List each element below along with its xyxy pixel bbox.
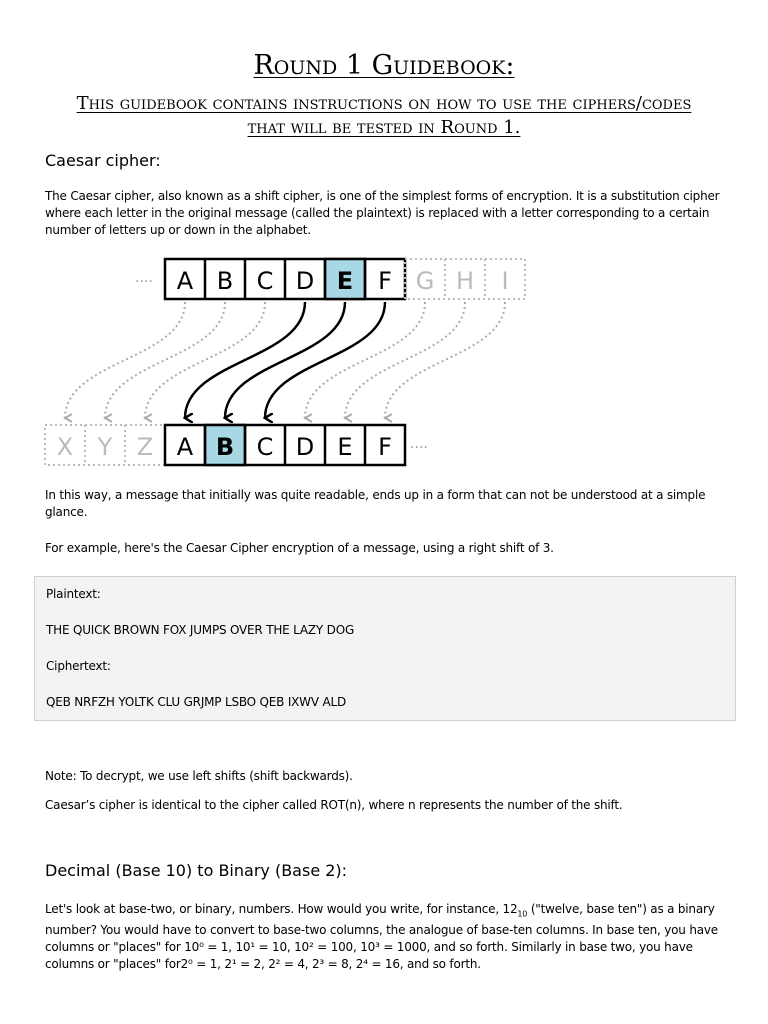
binary-line-1: Let's look at base-two, or binary, numbers. How would you write, for instance, $12_{10}$ ("twelve, base ten") as a binary [45,902,715,919]
caesar-heading: Caesar cipher: [45,151,161,170]
caesar-shift-diagram [40,250,540,475]
bottom-ellipsis: ···· [410,440,428,456]
top-faded-i: I [501,267,509,295]
plaintext-label: Plaintext: [46,587,101,601]
bottom-letter-f: F [378,433,392,461]
top-letter-d: D [295,267,315,295]
bottom-faded-z: Z [136,433,154,461]
page-subtitle: This guidebook contains instructions on how to use the ciphers/codes that will be tested in Round 1. [76,93,692,138]
example-intro: For example, here's the Caesar Cipher encryption of a message, using a right shift of 3. [45,541,554,555]
bottom-faded-x: X [56,433,74,461]
top-letter-b: B [216,267,234,295]
bottom-letter-b: B [215,433,235,461]
caesar-intro: The Caesar cipher, also known as a shift cipher, is one of the simplest forms of encryption. It is a substitution cipher where each letter in the original message (called the plaintext) is replaced with a letter corresponding to a certain number of letters up or down in the alphabet. [45,189,720,237]
top-letter-f: F [378,267,392,295]
binary-line-4: columns or "places" for2⁰ = 1, 2¹ = 2, 2² = 4, 2³ = 8, 2⁴ = 16, and so forth. [45,957,481,972]
plaintext-value: THE QUICK BROWN FOX JUMPS OVER THE LAZY DOG [46,623,355,637]
top-ellipsis: ···· [135,274,153,290]
top-row [165,259,525,299]
ciphertext-value: QEB NRFZH YOLTK CLU GRJMP LSBO QEB IXWV ALD [46,695,347,709]
rot-note: Caesar’s cipher is identical to the cipher called ROT(n), where n represents the number of the shift. [45,798,623,812]
example-box [34,576,736,721]
binary-heading: Decimal (Base 10) to Binary (Base 2): [45,861,348,880]
page-title: Round 1 Guidebook: [253,50,515,81]
bottom-letter-d: D [295,433,315,461]
bottom-letter-e: E [337,433,353,461]
top-letter-c: C [256,267,274,295]
binary-paragraph [45,901,735,973]
bottom-faded-y: Y [97,433,113,461]
binary-line-2: number? You would have to convert to base-two columns, the analogue of base-ten columns. In base ten, you have [45,923,718,938]
top-faded-h: H [455,267,475,295]
top-letter-e: E [336,267,354,295]
top-faded-g: G [415,267,435,295]
bottom-letter-a: A [176,433,194,461]
bottom-letter-c: C [256,433,274,461]
black-shift-arrows [185,302,385,418]
after-diagram-text: In this way, a message that initially was quite readable, ends up in a form that can not be understood at a simple glance. [45,488,706,519]
top-letter-a: A [176,267,194,295]
bottom-row [45,425,428,465]
decrypt-note: Note: To decrypt, we use left shifts (shift backwards). [45,769,353,783]
ciphertext-label: Ciphertext: [46,659,111,673]
binary-line-3: columns or "places" for 10⁰ = 1, 10¹ = 10, 10² = 100, 10³ = 1000, and so forth. Similarly in base two, you have [45,940,693,955]
